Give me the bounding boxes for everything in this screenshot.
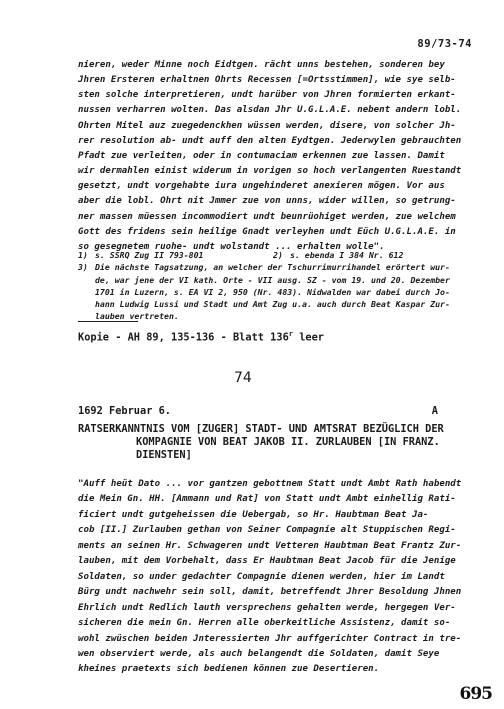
- footnote-line: Die nächste Tagsatzung, an welcher der Tschurrimurrihandel erörtert wur-: [95, 262, 450, 273]
- text-line: Gott des fridens sein heilige Gnadt verleyhen undt Eüch U.G.L.A.E. in: [78, 226, 456, 237]
- footnote-line: lauben vertreten.: [95, 311, 179, 322]
- source-note-text: Kopie - AH 89, 135-136 - Blatt 136: [78, 331, 289, 344]
- text-line: cob [II.] Zurlauben gethan von Seiner Compagnie alt Stuppischen Regi-: [78, 525, 456, 536]
- footnote-line: 1701 in Luzern, s. EA VI 2, 950 (Nr. 483). Nidwalden war dabei durch Jo-: [95, 286, 450, 297]
- text-line: wohl zwüschen beiden Jnteressierten Jhr auffgerichter Contract in tre-: [78, 633, 462, 644]
- footnote-row-1-2: [78, 249, 490, 261]
- footnote-number: 1): [78, 250, 88, 260]
- footnote-line: hann Ludwig Lussi und Stadt und Amt Zug u.a. auch durch Beat Kaspar Zur-: [95, 299, 450, 310]
- divider: [78, 321, 138, 322]
- text-line: wen observiert werde, als auch belangendt die Soldaten, damit Seye: [78, 648, 440, 659]
- text-line: "Auff heüt Dato ... vor gantzen gebottnem Statt undt Ambt Rath habendt: [78, 479, 462, 489]
- source-note: [78, 330, 324, 343]
- text-line: so gesegnetem ruohe- undt wolstandt ... erhalten wolle".: [78, 241, 385, 252]
- document-number: 74: [234, 370, 252, 386]
- heading-line: DIENSTEN]: [136, 449, 192, 461]
- page-stamp: 695: [459, 684, 492, 704]
- text-line: wir dermahlen einist widerum in vorigen so hoch verlangenten Ruestandt: [78, 166, 462, 177]
- footnote-3: [78, 261, 490, 322]
- heading-line: RATSERKANNTNIS VOM [ZUGER] STADT- UND AMTSRAT BEZÜGLICH DER: [78, 423, 444, 435]
- footnotes: [78, 249, 490, 323]
- text-line: kheines praetexts sich bedienen können zue Desertieren.: [78, 664, 380, 675]
- footnote-number: 2): [273, 250, 283, 260]
- document-heading: [78, 423, 478, 462]
- text-line: lauben, mit dem Vorbehalt, dass Er Haubtman Beat Jacob für die Jenige: [78, 556, 456, 567]
- page-reference: 89/73-74: [417, 38, 472, 50]
- footnote-text: s. SSRQ Zug II 793-801: [95, 250, 204, 260]
- text-line: die Mein Gn. HH. [Ammann und Rat] von Statt undt Ambt einhellig Rati-: [78, 494, 456, 505]
- text-line: Ehrlich undt Redlich lauth versprechens gehalten werde, hergegen Ver-: [78, 602, 456, 613]
- text-line: Bürg undt nachwehr sein soll, damit, betreffendt Jhrer Besoldung Jhnen: [78, 587, 462, 598]
- text-line: nieren, weder Minne noch Eidtgen. rächt unns bestehen, sonderen bey: [78, 60, 445, 70]
- footnote-number: 3): [78, 262, 88, 273]
- text-line: rer resolution ab- undt auff den alten Eydtgen. Jederwylen gebrauchten: [78, 135, 462, 146]
- continued-text-block: [78, 58, 490, 255]
- source-note-superscript: r: [288, 330, 293, 338]
- text-line: Pfadt zue verleiten, oder in contumaciam erkennen zue lassen. Damit: [78, 150, 445, 161]
- footnote-text: s. ebenda I 384 Nr. 612: [290, 250, 404, 260]
- footnote-line: de, war jene der VI kath. Orte - VII ausg. SZ - vom 19. und 20. Dezember: [95, 274, 450, 285]
- document-text-block: [78, 477, 490, 678]
- text-line: ments an seinen Hr. Schwageren undt Vetteren Haubtman Beat Frantz Zur-: [78, 540, 462, 551]
- source-note-tail: leer: [293, 331, 324, 344]
- text-line: ficiert undt gutgeheissen die Uebergab, so Hr. Haubtman Beat Ja-: [78, 509, 429, 520]
- text-line: Ohrten Mitel auz zuegedenckhen wüssen werden, disere, von solcher Jh-: [78, 120, 456, 131]
- text-line: gesetzt, undt vorgehabte iura ungehinderet anexieren mögen. Vor aus: [78, 181, 445, 192]
- heading-line: KOMPAGNIE VON BEAT JAKOB II. ZURLAUBEN [IN FRANZ.: [136, 436, 440, 448]
- text-line: Soldaten, so under gedachter Compagnie dienen werden, hier im Landt: [78, 571, 445, 582]
- text-line: aber die lobl. Ohrt nit Jmmer zue von unns, wider willen, so getrung-: [78, 196, 456, 207]
- text-line: ner massen müessen incommodiert undt beunrüohiget werden, zue welchem: [78, 211, 456, 222]
- text-line: sicheren die mein Gn. Herren alle oberkeitliche Assistenz, damit so-: [78, 618, 451, 629]
- document-date: 1692 Februar 6.: [78, 405, 171, 417]
- document-letter: A: [431, 405, 438, 417]
- text-line: Jhren Ersteren erhaltnen Ohrts Recessen [=Ortsstimmen], wie sye selb-: [78, 75, 456, 86]
- text-line: sten solche interpretieren, undt harüber von Jhren formierten erkant-: [78, 90, 456, 101]
- text-line: nussen verharren wolten. Das alsdan Jhr U.G.L.A.E. nebent andern lobl.: [78, 105, 462, 116]
